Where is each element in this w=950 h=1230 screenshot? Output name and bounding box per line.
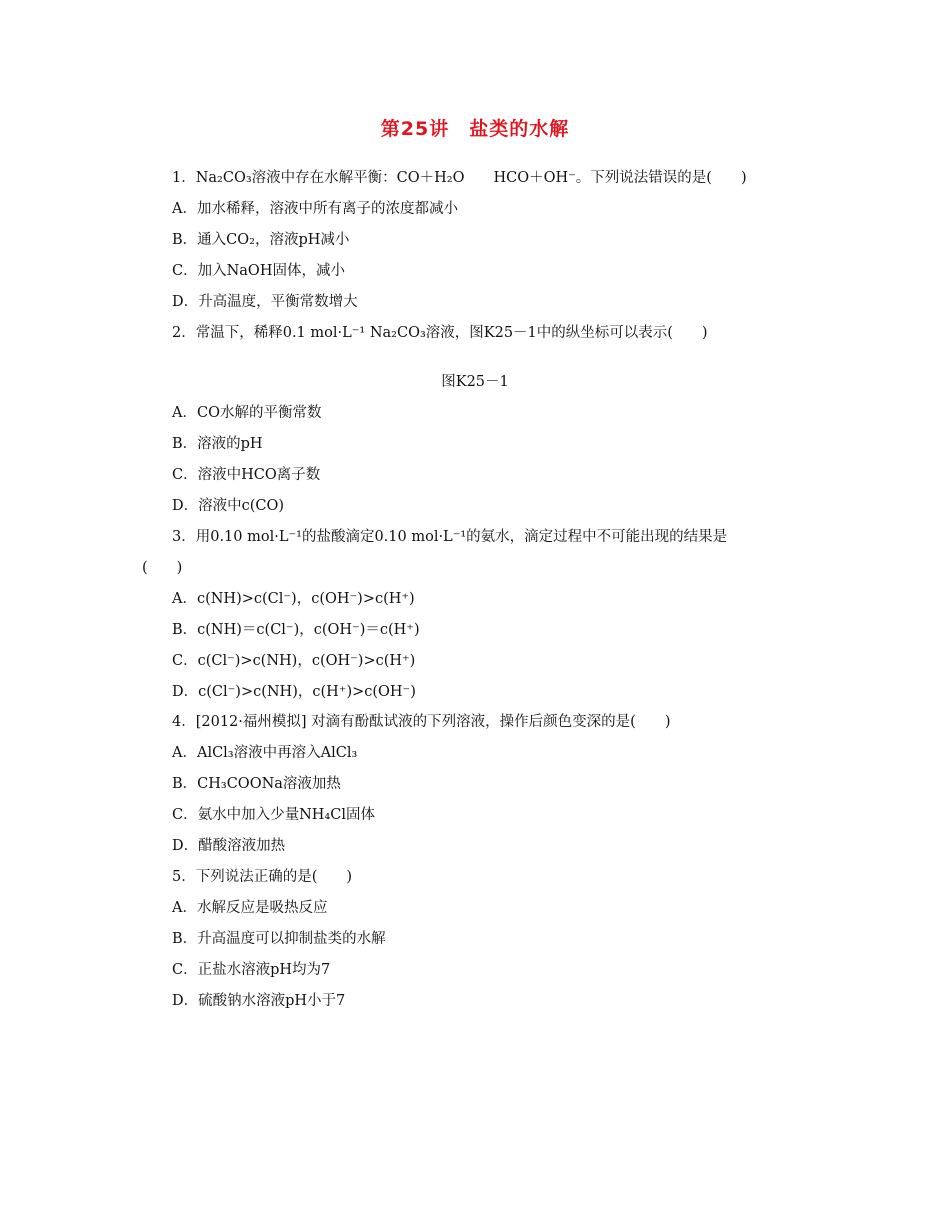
question-1-option-d: D．升高温度，平衡常数增大 bbox=[172, 294, 358, 310]
figure-caption: 图K25－1 bbox=[441, 374, 509, 390]
question-2-option-d: D．溶液中c(CO) bbox=[172, 498, 285, 514]
question-1-option-b: B．通入CO₂，溶液pH减小 bbox=[172, 232, 350, 248]
question-3-stem: 3．用0.10 mol·L⁻¹的盐酸滴定0.10 mol·L⁻¹的氨水，滴定过程中不可能出现的结果是 bbox=[172, 529, 728, 545]
question-3-option-a: A．c(NH)>c(Cl⁻)，c(OH⁻)>c(H⁺) bbox=[172, 591, 415, 607]
question-1-stem: 1．Na₂CO₃溶液中存在水解平衡：CO＋H₂O HCO＋OH⁻。下列说法错误的是( ) bbox=[172, 170, 747, 186]
question-2-option-c: C．溶液中HCO离子数 bbox=[172, 467, 321, 483]
question-2-stem: 2．常温下，稀释0.1 mol·L⁻¹ Na₂CO₃溶液，图K25－1中的纵坐标可以表示( ) bbox=[172, 325, 708, 341]
question-4-option-c: C．氨水中加入少量NH₄Cl固体 bbox=[172, 807, 375, 823]
question-3-option-d: D．c(Cl⁻)>c(NH)，c(H⁺)>c(OH⁻) bbox=[172, 684, 416, 700]
question-4-option-a: A．AlCl₃溶液中再溶入AlCl₃ bbox=[172, 745, 358, 761]
question-4-option-d: D．醋酸溶液加热 bbox=[172, 838, 286, 854]
question-3-stem-continued: ( ) bbox=[142, 560, 183, 576]
question-4-option-b: B．CH₃COONa溶液加热 bbox=[172, 776, 341, 792]
question-1-option-a: A．加水稀释，溶液中所有离子的浓度都减小 bbox=[172, 201, 458, 217]
page-title: 第25讲 盐类的水解 bbox=[380, 118, 570, 140]
question-5-stem: 5．下列说法正确的是( ) bbox=[172, 869, 353, 885]
question-4-stem: 4．[2012·福州模拟] 对滴有酚酞试液的下列溶液，操作后颜色变深的是( ) bbox=[172, 714, 671, 730]
question-3-option-b: B．c(NH)＝c(Cl⁻)，c(OH⁻)＝c(H⁺) bbox=[172, 622, 420, 638]
question-5-option-c: C．正盐水溶液pH均为7 bbox=[172, 962, 331, 978]
question-5-option-a: A．水解反应是吸热反应 bbox=[172, 900, 328, 916]
question-5-option-d: D．硫酸钠水溶液pH小于7 bbox=[172, 993, 346, 1009]
question-1-option-c: C．加入NaOH固体，减小 bbox=[172, 263, 345, 279]
question-2-option-a: A．CO水解的平衡常数 bbox=[172, 405, 322, 421]
question-2-option-b: B．溶液的pH bbox=[172, 436, 263, 452]
question-3-option-c: C．c(Cl⁻)>c(NH)，c(OH⁻)>c(H⁺) bbox=[172, 653, 416, 669]
question-5-option-b: B．升高温度可以抑制盐类的水解 bbox=[172, 931, 386, 947]
